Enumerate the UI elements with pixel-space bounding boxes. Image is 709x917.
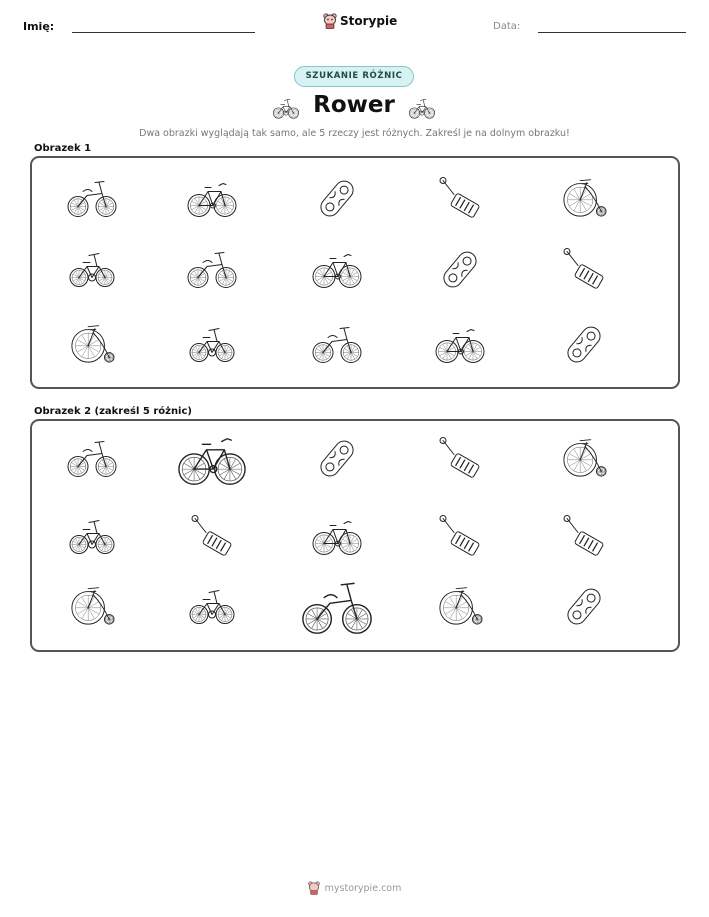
picture-1-cell-r1-c5 bbox=[559, 173, 609, 219]
penny-farthing-icon bbox=[559, 433, 609, 479]
bmx-bike-icon bbox=[187, 319, 237, 365]
balance-bike-icon bbox=[67, 173, 117, 219]
bmx-bike-icon bbox=[187, 581, 237, 627]
bicycle-icon bbox=[312, 244, 362, 290]
picture-1-cell-r3-c2 bbox=[187, 319, 237, 365]
bicycle-icon bbox=[187, 173, 237, 219]
picture-2-cell-r2-c5[interactable] bbox=[559, 511, 609, 557]
bear-mascot-icon bbox=[323, 13, 337, 29]
title-bike-left-icon bbox=[271, 94, 301, 124]
picture-2-cell-r1-c1[interactable] bbox=[67, 433, 117, 479]
picture-2-cell-r3-c2[interactable] bbox=[187, 581, 237, 627]
bike-chain-icon bbox=[559, 581, 609, 627]
balance-bike-icon bbox=[187, 244, 237, 290]
panel-2-label: Obrazek 2 (zakreśl 5 różnic) bbox=[34, 406, 192, 417]
picture-1-cell-r1-c2 bbox=[187, 173, 237, 219]
picture-1-cell-r2-c4 bbox=[435, 244, 485, 290]
bike-pedal-icon bbox=[559, 511, 609, 557]
picture-1-cell-r1-c3 bbox=[312, 173, 362, 219]
picture-2-cell-r2-c4[interactable] bbox=[435, 511, 485, 557]
penny-farthing-icon bbox=[559, 173, 609, 219]
bike-pedal-icon bbox=[435, 511, 485, 557]
bmx-bike-icon bbox=[407, 94, 437, 120]
picture-1-cell-r2-c1 bbox=[67, 244, 117, 290]
picture-1-cell-r3-c3 bbox=[312, 319, 362, 365]
instructions: Dwa obrazki wyglądają tak samo, ale 5 rzeczy jest różnych. Zakreśl je na dolnym obrazku! bbox=[139, 128, 570, 139]
name-label: Imię: bbox=[23, 20, 55, 33]
picture-1-cell-r3-c4 bbox=[435, 319, 485, 365]
balance-bike-icon bbox=[67, 433, 117, 479]
bear-mascot-icon bbox=[308, 881, 320, 895]
category-badge: SZUKANIE RÓŻNIC bbox=[294, 66, 414, 87]
bike-pedal-icon bbox=[559, 244, 609, 290]
penny-farthing-icon bbox=[435, 581, 485, 627]
bicycle-icon bbox=[435, 319, 485, 365]
penny-farthing-icon bbox=[67, 581, 117, 627]
picture-1-cell-r3-c5 bbox=[559, 319, 609, 365]
bike-pedal-icon bbox=[435, 173, 485, 219]
picture-2-cell-r2-c3[interactable] bbox=[312, 511, 362, 557]
bike-chain-icon bbox=[312, 173, 362, 219]
picture-2-cell-r2-c2[interactable] bbox=[187, 511, 237, 557]
picture-1-cell-r1-c4 bbox=[435, 173, 485, 219]
brand-logo bbox=[323, 13, 397, 29]
picture-1-cell-r3-c1 bbox=[67, 319, 117, 365]
picture-1-cell-r2-c2 bbox=[187, 244, 237, 290]
bicycle-icon bbox=[175, 425, 249, 487]
penny-farthing-icon bbox=[67, 319, 117, 365]
panel-1-label: Obrazek 1 bbox=[34, 143, 92, 154]
picture-2-cell-r2-c1[interactable] bbox=[67, 511, 117, 557]
picture-2-cell-r3-c5[interactable] bbox=[559, 581, 609, 627]
picture-2-cell-r1-c2[interactable] bbox=[175, 425, 249, 487]
bike-chain-icon bbox=[559, 319, 609, 365]
bike-pedal-icon bbox=[435, 433, 485, 479]
picture-1-cell-r2-c5 bbox=[559, 244, 609, 290]
title-bike-right-icon bbox=[407, 94, 437, 124]
bicycle-icon bbox=[312, 511, 362, 557]
date-field-line[interactable] bbox=[538, 32, 686, 33]
bike-chain-icon bbox=[435, 244, 485, 290]
picture-2-panel[interactable] bbox=[30, 419, 680, 652]
picture-2-cell-r3-c3[interactable] bbox=[301, 572, 373, 636]
bike-chain-icon bbox=[312, 433, 362, 479]
picture-2-cell-r1-c5[interactable] bbox=[559, 433, 609, 479]
picture-2-cell-r1-c4[interactable] bbox=[435, 433, 485, 479]
balance-bike-icon bbox=[312, 319, 362, 365]
bmx-bike-icon bbox=[271, 94, 301, 120]
bmx-bike-icon bbox=[67, 511, 117, 557]
worksheet-title: Rower bbox=[313, 92, 395, 118]
date-label: Data: bbox=[493, 21, 521, 32]
picture-1-panel bbox=[30, 156, 680, 389]
picture-1-cell-r2-c3 bbox=[312, 244, 362, 290]
balance-bike-icon bbox=[301, 572, 373, 636]
bike-pedal-icon bbox=[187, 511, 237, 557]
picture-2-cell-r3-c4[interactable] bbox=[435, 581, 485, 627]
footer-site: mystorypie.com bbox=[324, 882, 402, 894]
picture-2-cell-r1-c3[interactable] bbox=[312, 433, 362, 479]
brand-name: Storypie bbox=[340, 14, 398, 28]
footer bbox=[0, 881, 709, 895]
picture-2-cell-r3-c1[interactable] bbox=[67, 581, 117, 627]
bmx-bike-icon bbox=[67, 244, 117, 290]
name-field-line[interactable] bbox=[72, 32, 255, 33]
picture-1-cell-r1-c1 bbox=[67, 173, 117, 219]
